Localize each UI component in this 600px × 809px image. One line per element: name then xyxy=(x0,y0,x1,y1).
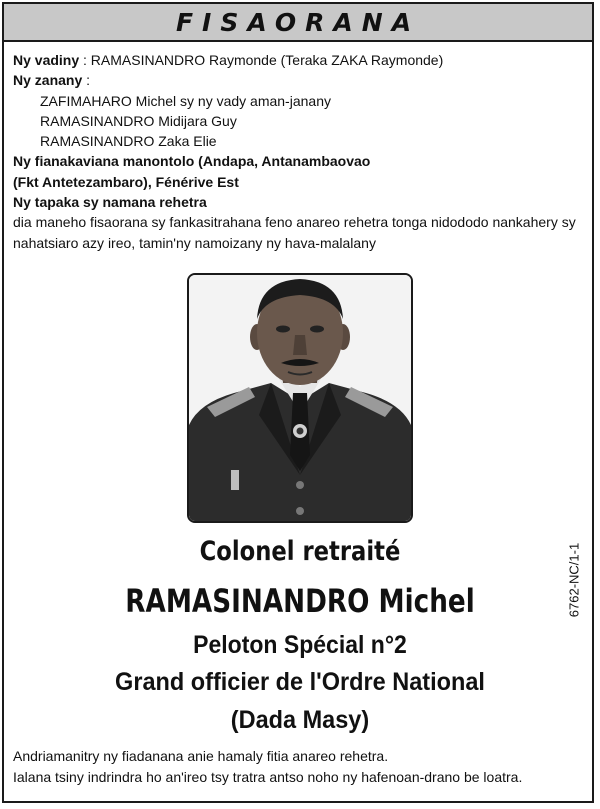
closing-line: Andriamanitry ny fiadanana anie hamaly fitia anareo rehetra. xyxy=(13,748,389,764)
spouse-label: Ny vadiny xyxy=(13,52,80,68)
child-item: RAMASINANDRO Midijara Guy xyxy=(40,112,237,129)
portrait-photo xyxy=(187,273,413,523)
children-heading xyxy=(13,70,589,90)
header-bar xyxy=(4,4,592,42)
children-label: Ny zanany xyxy=(13,72,83,89)
extended-family-line: Ny fianakaviana manontolo (Andapa, Antanambaovao xyxy=(13,153,371,170)
thanks-text: dia maneho fisaorana sy fankasitrahana feno anareo rehetra tonga nidododo nankahery sy xyxy=(13,214,576,231)
children-suffix: : xyxy=(82,72,91,89)
family-section xyxy=(13,50,589,253)
spouse-value: : RAMASINANDRO Raymonde (Teraka ZAKA Raymonde) xyxy=(79,52,444,68)
relatives-label: Ny tapaka sy namana rehetra xyxy=(13,194,207,211)
child-item: RAMASINANDRO Zaka Elie xyxy=(40,133,217,150)
deceased-unit: Peloton Spécial n°2 xyxy=(193,631,407,659)
extended-family-line: (Fkt Antetezambaro), Fénérive Est xyxy=(13,173,239,190)
notice-title: FISAORANA xyxy=(175,7,421,37)
reference-code: 6762-NC/1-1 xyxy=(566,542,582,618)
thanks-text: nahatsiaro azy ireo, tamin'ny namoizany ny hava-malalany xyxy=(13,234,376,251)
deceased-rank: Colonel retraité xyxy=(199,536,401,567)
child-item: ZAFIMAHARO Michel sy ny vady aman-janany xyxy=(40,92,331,109)
closing-text xyxy=(13,746,589,788)
deceased-alias: (Dada Masy) xyxy=(230,706,370,734)
deceased-honor: Grand officier de l'Ordre National xyxy=(115,668,485,696)
closing-line: Ialana tsiny indrindra ho an'ireo tsy tratra antso noho ny hafenoan-drano be loatra. xyxy=(13,769,523,785)
spouse-line xyxy=(13,50,589,70)
deceased-name: RAMASINANDRO Michel xyxy=(125,582,475,620)
